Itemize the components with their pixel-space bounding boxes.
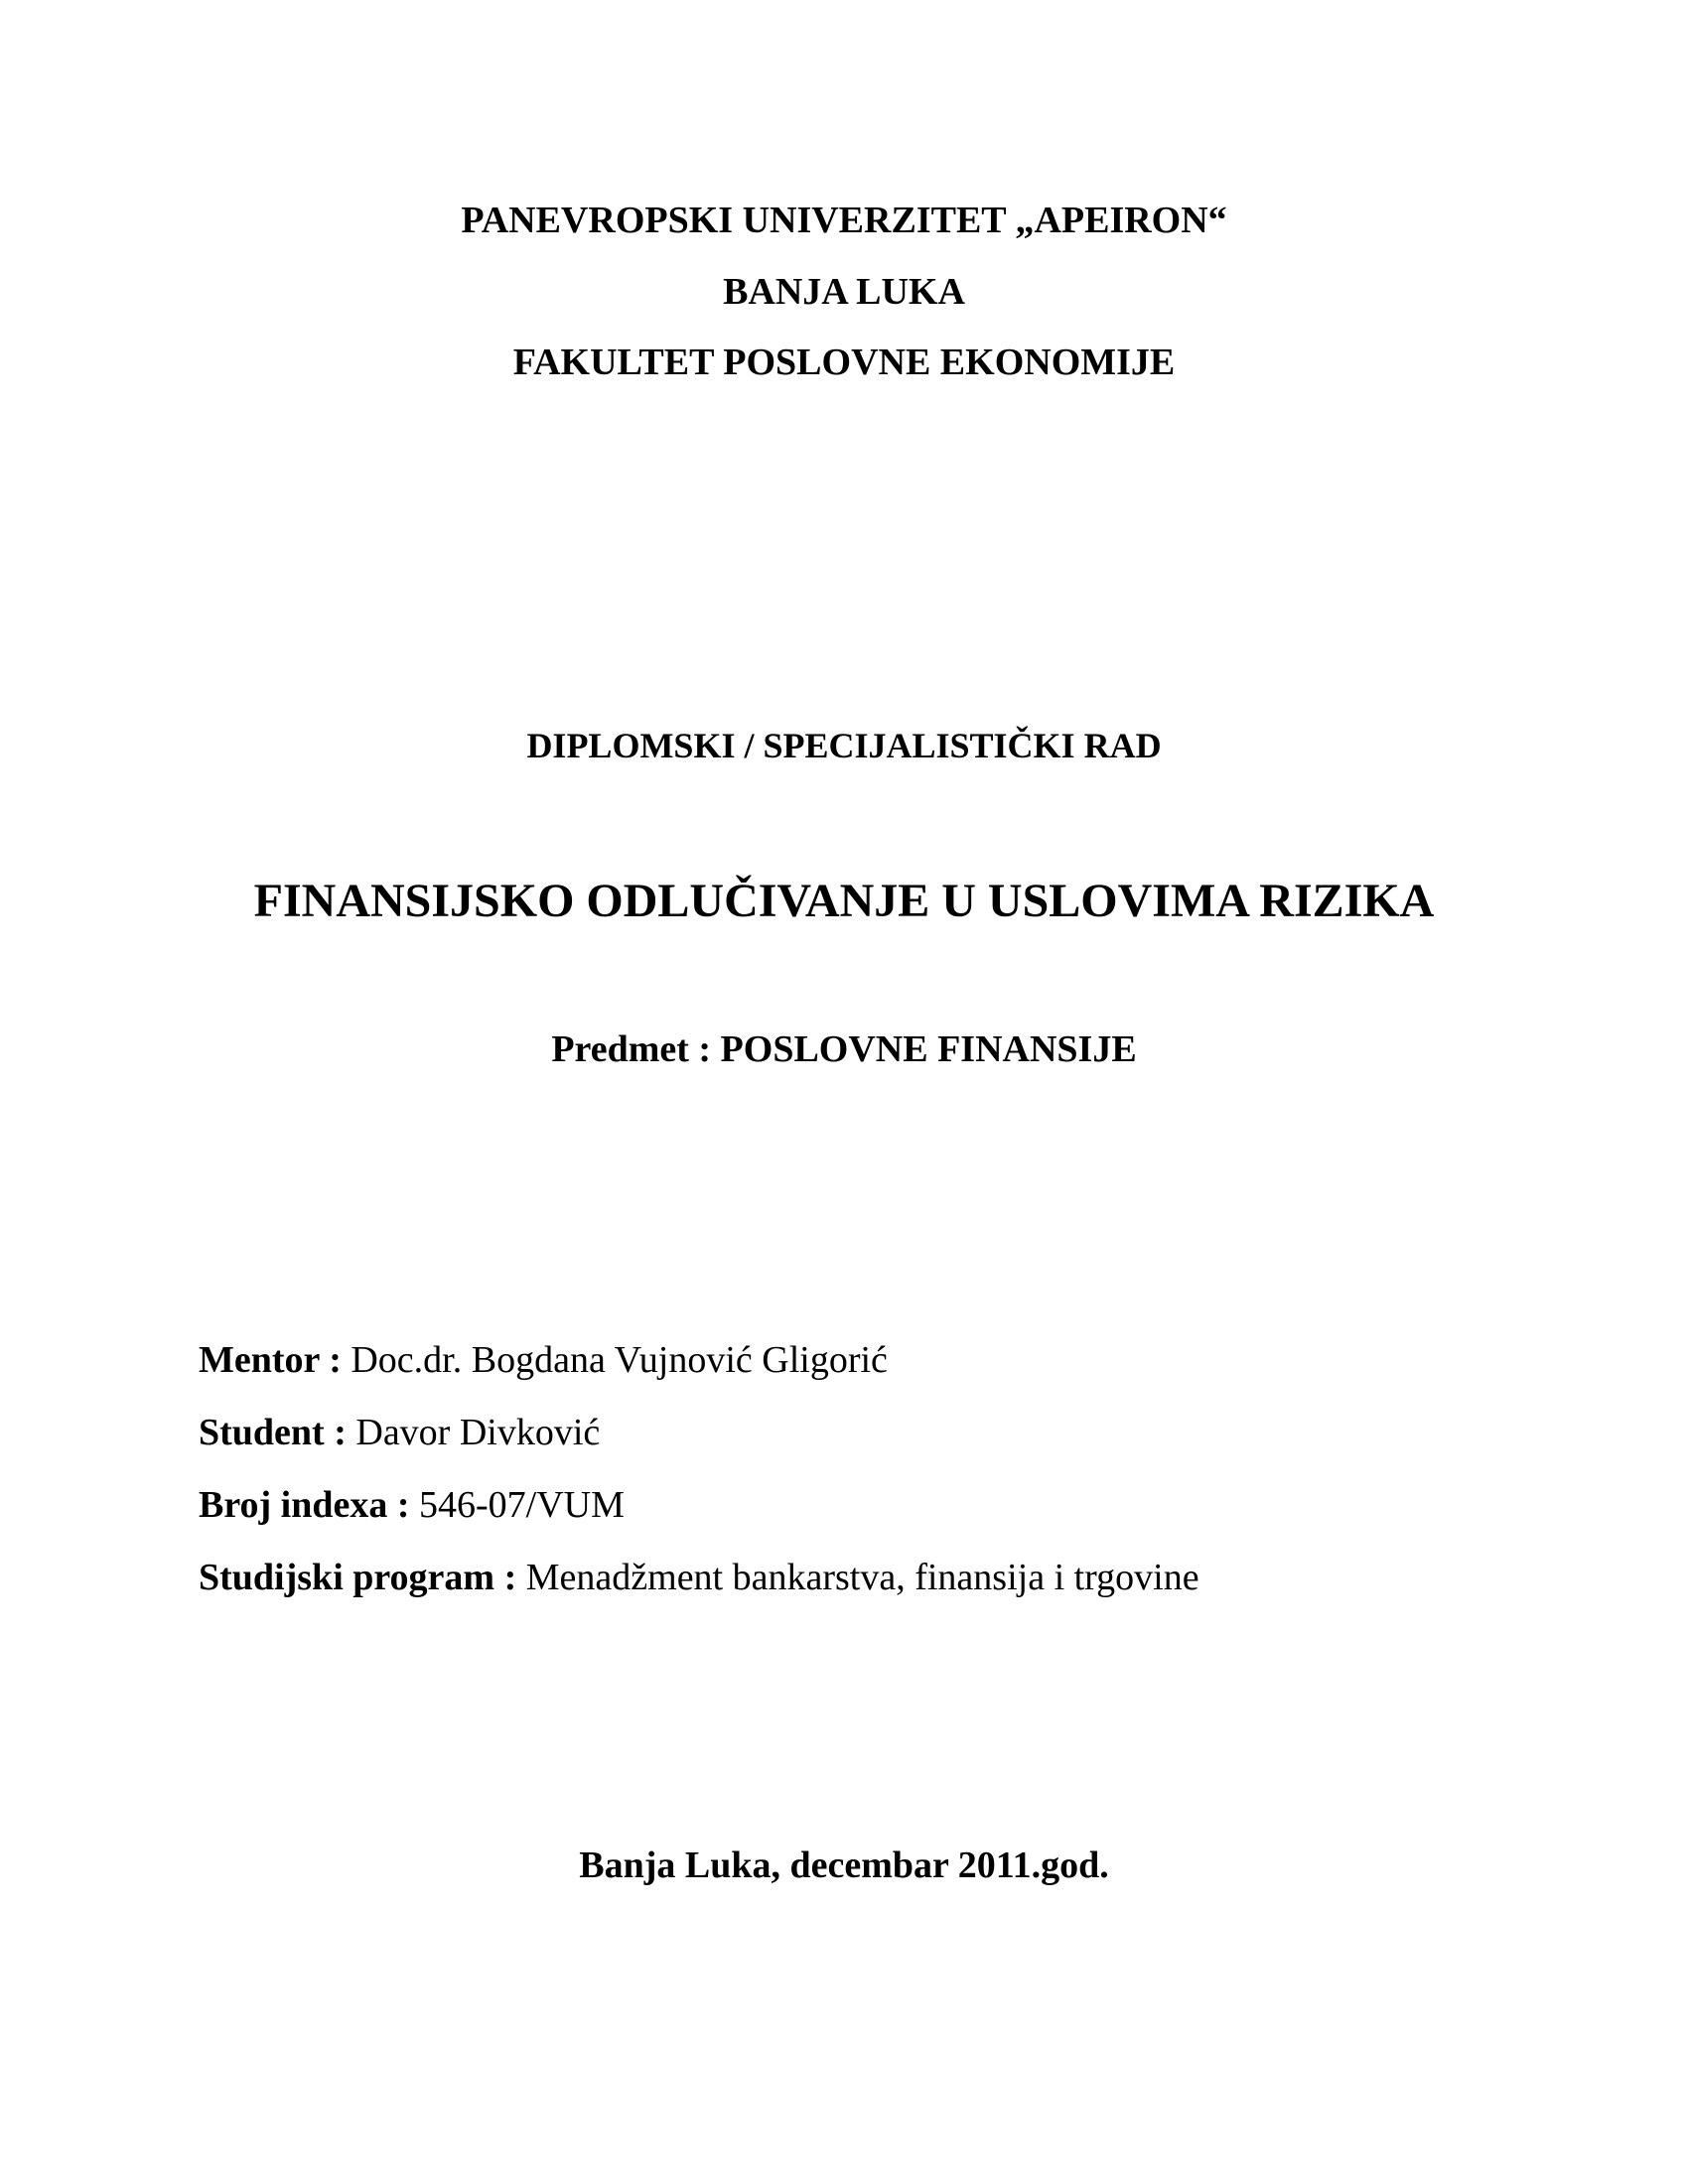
subject-label: Predmet : [551,1028,712,1070]
index-value: 546-07/VUM [419,1484,625,1526]
thesis-type: DIPLOMSKI / SPECIJALISTIČKI RAD [526,726,1162,765]
university-city: BANJA LUKA [723,271,965,313]
mentor-value: Doc.dr. Bogdana Vujnović Gligorić [351,1339,888,1381]
subject-value: POSLOVNE FINANSIJE [720,1028,1137,1070]
subject-line [0,1027,1688,1071]
student-label: Student : [199,1412,347,1453]
faculty-name: FAKULTET POSLOVNE EKONOMIJE [512,341,1176,383]
index-label: Broj indexa : [199,1484,410,1526]
mentor-label: Mentor : [199,1339,342,1381]
mentor-row [199,1338,888,1382]
program-label: Studijski program : [199,1557,517,1598]
index-row [199,1483,625,1527]
program-value: Menadžment bankarstva, finansija i trgovine [525,1557,1199,1598]
program-row [199,1556,1199,1599]
place-date: Banja Luka, decembar 2011.god. [579,1844,1109,1886]
student-row [199,1411,600,1454]
university-name: PANEVROPSKI UNIVERZITET „APEIRON“ [461,200,1227,241]
thesis-title: FINANSIJSKO ODLUČIVANJE U USLOVIMA RIZIKA [253,875,1435,927]
student-value: Davor Divković [355,1412,601,1453]
